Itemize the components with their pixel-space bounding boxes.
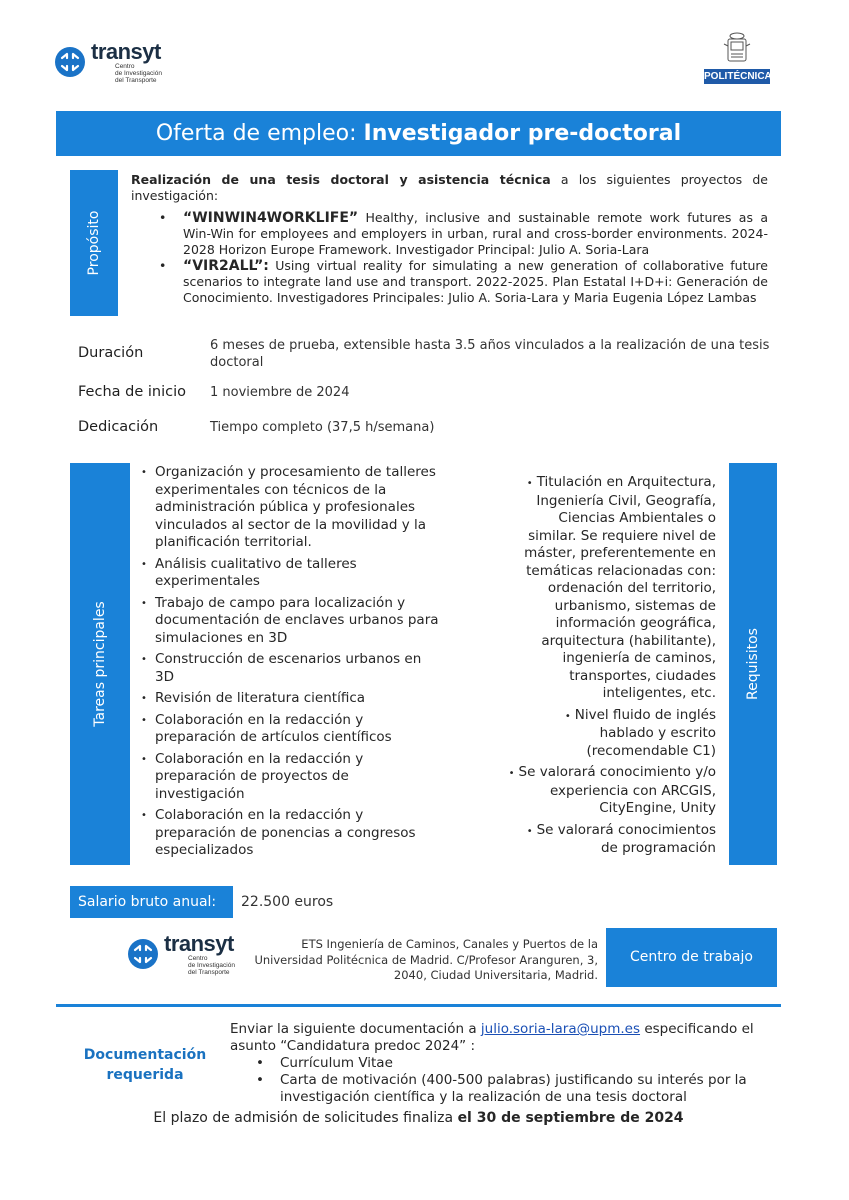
title-role: Investigador pre-doctoral [363, 121, 682, 146]
salario-label: Salario bruto anual: [70, 886, 233, 918]
transyt-logo-footer [128, 932, 235, 976]
project-item [155, 258, 768, 306]
tareas-label-box [70, 463, 130, 865]
upm-logo [704, 30, 770, 85]
requisito-text: Nivel fluido de inglés hablado y escrito (recomendable C1) [574, 706, 716, 759]
project-desc: Healthy, inclusive and sustainable remote work futures as a Win-Win for employees and employers in urban, rural and cross-border environments. 2024-2028 Horizon Europe Framework. Investigador Principal: Julio A. Soria-Lara [183, 210, 768, 257]
requisito-text: Se valorará conocimiento y/o experiencia con ARCGIS, CityEngine, Unity [518, 764, 716, 816]
proposito-content [131, 172, 768, 306]
transyt-wordmark: transyt [164, 931, 234, 956]
documentacion-content [230, 1021, 775, 1106]
documentacion-intro-text: especificando el asunto “Candidatura predoc 2024” : [230, 1021, 754, 1054]
dedicacion-value: Tiempo completo (37,5 h/semana) [210, 420, 435, 435]
project-desc: Using virtual reality for simulating a new generation of collaborative future scenarios to integrate land use and transport. 2022-2025. Plan Estatal I+D+i: Generación de Conocimiento. Investigadores Principales: Julio A. Soria-Lara y Maria Eugenia López Lambas [183, 258, 768, 305]
bullet-icon: • [564, 710, 571, 722]
proposito-label: Propósito [86, 210, 102, 276]
duracion-value: 6 meses de prueba, extensible hasta 3.5 años vinculados a la realización de una tesis doctoral [210, 338, 770, 370]
requisitos-list [508, 474, 716, 862]
requisito-item [508, 707, 716, 761]
upm-crest-icon [704, 30, 770, 68]
documentacion-list [252, 1055, 775, 1106]
transyt-sub-line: Centro [115, 63, 135, 70]
tarea-item: • Revisión de literatura científica [141, 690, 439, 708]
upm-label: POLITÉCNICA [704, 71, 772, 82]
divider [56, 1004, 781, 1007]
requisito-item [508, 764, 716, 818]
centro-address: ETS Ingeniería de Caminos, Canales y Puertos de la Universidad Politécnica de Madrid. C/Profesor Aranguren, 3, 2040, Ciudad Universitaria, Madrid. [254, 937, 598, 982]
requisito-text: Titulación en Arquitectura, Ingeniería Civil, Geografía, Ciencias Ambientales o similar. Se requiere nivel de máster, preferentemente en temáticas relacionadas con: ordenación del territorio, urbanismo, sistemas de información geográfica, arquitectura (habilitante), ingeniería de caminos, transportes, ciudades inteligentes, etc. [524, 474, 716, 701]
documentacion-item: • Currículum Vitae [252, 1055, 775, 1072]
fecha-inicio-value: 1 noviembre de 2024 [210, 385, 350, 400]
tarea-item: • Análisis cualitativo de talleres experimentales [141, 556, 439, 591]
proposito-intro-bold: Realización de una tesis doctoral y asistencia técnica [131, 172, 551, 187]
transyt-sub-line: Centro [188, 955, 208, 962]
documentacion-item: • Carta de motivación (400-500 palabras) justificando su interés por la investigación científica y la realización de una tesis doctoral [252, 1072, 775, 1106]
duracion-label: Duración [78, 345, 144, 361]
tareas-label: Tareas principales [92, 601, 108, 727]
transyt-logo [55, 40, 162, 84]
tarea-item: • Colaboración en la redacción y preparación de artículos científicos [141, 712, 439, 747]
documentacion-intro-text: Enviar la siguiente documentación a [230, 1021, 481, 1037]
requisito-item [508, 822, 716, 858]
fecha-inicio-label: Fecha de inicio [78, 384, 186, 400]
documentacion-label: Documentación requerida [83, 1047, 207, 1083]
transyt-wordmark: transyt [91, 39, 161, 64]
project-name: “VIR2ALL”: [183, 258, 269, 274]
transyt-arrows-icon [55, 47, 85, 77]
tarea-item: • Construcción de escenarios urbanos en 3D [141, 651, 439, 686]
project-list [131, 210, 768, 306]
project-item [155, 210, 768, 258]
transyt-sub-line: de Investigación [115, 69, 162, 77]
tareas-list [141, 464, 439, 864]
email-link[interactable]: julio.soria-lara@upm.es [480, 1021, 641, 1037]
transyt-sub-line: de Investigación [188, 961, 235, 969]
documentacion-intro [230, 1021, 775, 1055]
requisito-item [508, 474, 716, 703]
centro-trabajo-label: Centro de trabajo [606, 928, 777, 987]
deadline-date: el 30 de septiembre de 2024 [457, 1110, 684, 1126]
transyt-arrows-icon [128, 939, 158, 969]
project-name: “WINWIN4WORKLIFE” [183, 210, 359, 226]
page-title [56, 111, 781, 156]
proposito-intro-rest: a los siguientes proyectos de investigación: [131, 172, 768, 203]
requisitos-label-box [729, 463, 777, 865]
deadline-note [56, 1110, 781, 1126]
tarea-item: • Colaboración en la redacción y preparación de proyectos de investigación [141, 751, 439, 804]
bullet-icon: • [526, 478, 533, 489]
requisito-text: Se valorará conocimientos de programación [536, 821, 716, 856]
bullet-icon: • [508, 768, 515, 779]
bullet-icon: • [526, 825, 533, 837]
dedicacion-label: Dedicación [78, 419, 159, 435]
transyt-sub-line: del Transporte [188, 968, 230, 976]
proposito-label-box [70, 170, 118, 316]
tarea-item: • Organización y procesamiento de talleres experimentales con técnicos de la administración pública y profesionales vinculados al sector de la movilidad y la planificación territorial. [141, 464, 439, 552]
requisitos-label: Requisitos [745, 628, 761, 700]
tarea-item: • Trabajo de campo para localización y documentación de enclaves urbanos para simulaciones en 3D [141, 595, 439, 648]
transyt-sub-line: del Transporte [115, 76, 157, 84]
salario-value: 22.500 euros [241, 894, 334, 910]
tarea-item: • Colaboración en la redacción y preparación de ponencias a congresos especializados [141, 807, 439, 860]
title-prefix: Oferta de empleo: [155, 121, 357, 146]
deadline-text: El plazo de admisión de solicitudes finaliza [153, 1110, 458, 1126]
proposito-intro [131, 172, 768, 204]
